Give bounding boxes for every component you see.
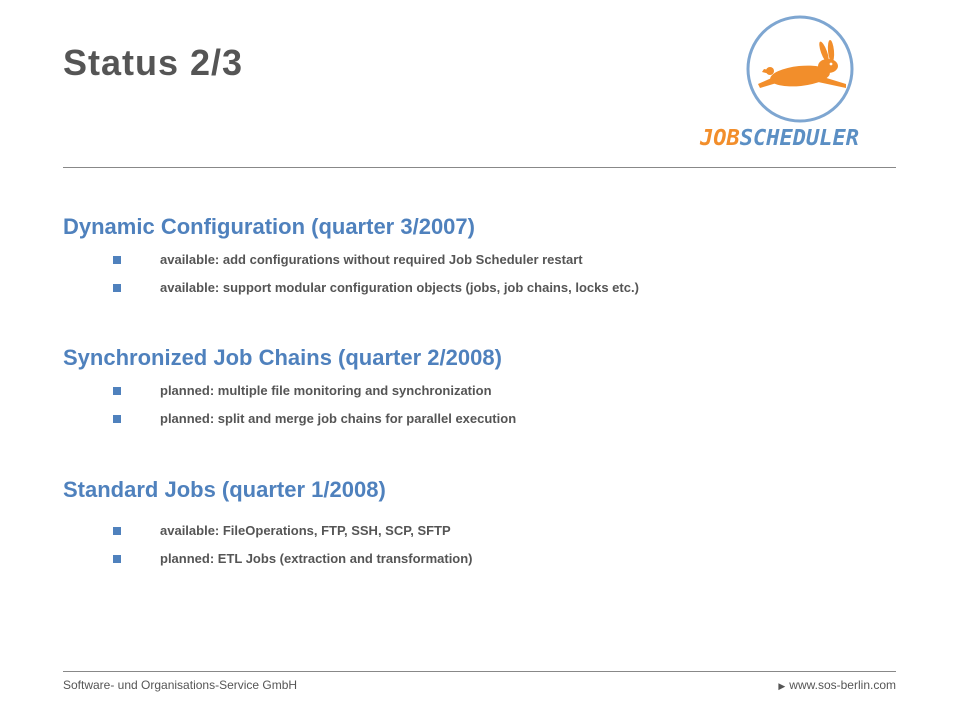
- bullet-square-icon: [113, 284, 121, 292]
- slide-title: Status 2/3: [63, 42, 244, 83]
- bullet-square-icon: [113, 387, 121, 395]
- logo-wordmark: JOBSCHEDULER: [700, 126, 859, 151]
- bullet-list: [63, 517, 896, 573]
- section-heading: Standard Jobs (quarter 1/2008): [63, 477, 386, 502]
- list-item: available: add configurations without required Job Scheduler restart: [63, 246, 896, 274]
- list-item: planned: multiple file monitoring and synchronization: [63, 377, 896, 405]
- section-heading: Dynamic Configuration (quarter 3/2007): [63, 214, 475, 239]
- section-heading: Synchronized Job Chains (quarter 2/2008): [63, 345, 502, 370]
- bullet-square-icon: [113, 415, 121, 423]
- footer-divider: [63, 671, 896, 672]
- jobscheduler-logo: [700, 14, 900, 159]
- header-divider: [63, 167, 896, 168]
- arrow-right-icon: ▶: [778, 681, 786, 691]
- section-synchronized-job-chains: [63, 345, 896, 433]
- bullet-list: [63, 246, 896, 302]
- list-item: planned: split and merge job chains for parallel execution: [63, 405, 896, 433]
- footer-website-link[interactable]: ▶ www.sos-berlin.com: [778, 678, 896, 692]
- list-item: available: FileOperations, FTP, SSH, SCP, SFTP: [63, 517, 896, 545]
- bullet-square-icon: [113, 256, 121, 264]
- bullet-square-icon: [113, 555, 121, 563]
- section-standard-jobs: [63, 477, 896, 573]
- list-item: available: support modular configuration objects (jobs, job chains, locks etc.): [63, 274, 896, 302]
- rabbit-icon: [700, 14, 900, 124]
- footer-company: Software- und Organisations-Service GmbH: [63, 678, 298, 692]
- bullet-list: [63, 377, 896, 433]
- section-dynamic-configuration: [63, 214, 896, 302]
- bullet-square-icon: [113, 527, 121, 535]
- list-item: planned: ETL Jobs (extraction and transformation): [63, 545, 896, 573]
